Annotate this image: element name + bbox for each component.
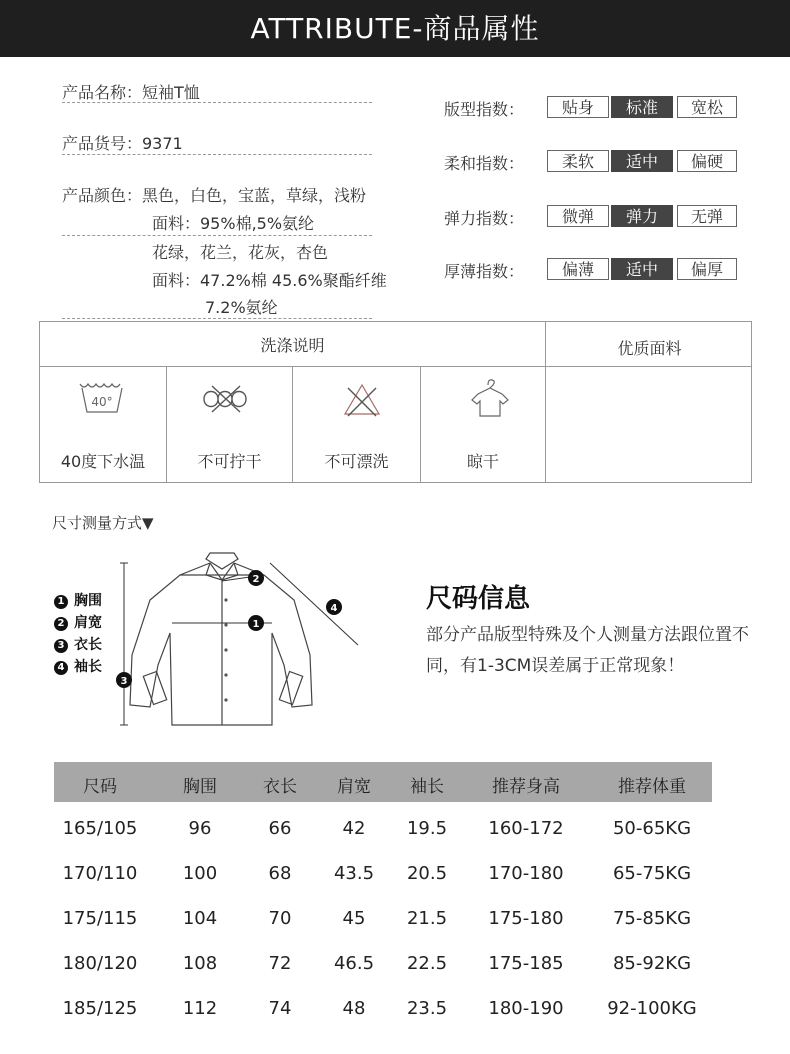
size-table-header-cell: 袖长 [410, 777, 444, 797]
marker-sleeve: 4 [330, 603, 338, 614]
size-table-cell: 175-185 [488, 953, 564, 974]
size-table-cell: 180-190 [488, 998, 564, 1019]
index-option: 偏硬 [677, 150, 737, 172]
size-table-cell: 70 [268, 908, 292, 929]
size-table-cell: 170-180 [488, 863, 564, 884]
product-name: 产品名称：短袖T恤 [62, 83, 200, 102]
page-header: ATTRIBUTE-商品属性 [0, 0, 790, 57]
index-option: 贴身 [547, 96, 609, 118]
divider [62, 318, 372, 319]
size-table-cell: 46.5 [333, 953, 375, 974]
index-option: 适中 [611, 258, 673, 280]
size-table-cell: 75-85KG [612, 908, 692, 929]
wash-temp-text: 40° [91, 395, 113, 409]
index-option: 偏厚 [677, 258, 737, 280]
wash-label-hang-dry: 晾干 [466, 452, 499, 471]
legend-shoulder: 2 肩宽 [54, 612, 102, 632]
size-info-desc: 部分产品版型特殊及个人测量方法跟位置不同，有1-3CM误差属于正常现象！ [426, 625, 749, 676]
size-table-header-cell: 衣长 [263, 777, 297, 797]
marker-chest: 1 [252, 619, 260, 630]
size-table-cell: 20.5 [406, 863, 448, 884]
size-table-header-cell: 肩宽 [337, 777, 371, 797]
index-option: 弹力 [611, 205, 673, 227]
marker-shoulder: 2 [252, 574, 260, 585]
measure-title: 尺寸测量方式▼ [52, 514, 154, 532]
legend-length: 3 衣长 [54, 634, 102, 654]
quality-fabric-title: 优质面料 [617, 339, 682, 358]
size-table-cell: 175-180 [488, 908, 564, 929]
no-bleach-icon [342, 382, 382, 418]
wash-label-no-wring: 不可拧干 [197, 452, 262, 471]
size-table-cell: 45 [342, 908, 366, 929]
size-table-cell: 68 [268, 863, 292, 884]
index-label: 柔和指数： [444, 154, 525, 173]
size-table-cell: 160-172 [488, 818, 564, 839]
size-table-cell: 85-92KG [612, 953, 692, 974]
divider [62, 102, 372, 103]
index-option: 柔软 [547, 150, 609, 172]
index-label: 弹力指数： [444, 209, 525, 228]
size-table-cell: 112 [182, 998, 218, 1019]
hang-dry-icon [468, 376, 512, 420]
index-option: 标准 [611, 96, 673, 118]
size-table-cell: 104 [182, 908, 218, 929]
size-table-header-cell: 推荐体重 [618, 777, 686, 797]
index-option: 偏薄 [547, 258, 609, 280]
wash-label-no-bleach: 不可漂洗 [324, 452, 389, 471]
size-table-cell: 42 [342, 818, 366, 839]
size-table-cell: 43.5 [333, 863, 375, 884]
size-table-cell: 175/115 [62, 908, 138, 929]
size-table-cell: 92-100KG [607, 998, 697, 1019]
size-table-cell: 48 [342, 998, 366, 1019]
shirt-measure-diagram [110, 545, 370, 735]
product-code: 产品货号：9371 [62, 134, 183, 153]
index-option: 宽松 [677, 96, 737, 118]
size-table-cell: 22.5 [406, 953, 448, 974]
size-table-cell: 72 [268, 953, 292, 974]
index-option: 无弹 [677, 205, 737, 227]
legend-sleeve: 4 袖长 [54, 656, 102, 676]
size-table-cell: 180/120 [62, 953, 138, 974]
size-table-cell: 19.5 [406, 818, 448, 839]
size-table-cell: 21.5 [406, 908, 448, 929]
index-label: 版型指数： [444, 100, 525, 119]
size-table-header-cell: 胸围 [183, 777, 217, 797]
size-table-cell: 66 [268, 818, 292, 839]
marker-length: 3 [120, 676, 128, 687]
wash-label-temp: 40度下水温 [60, 452, 146, 471]
fabric-2: 面料：47.2%棉 45.6%聚酯纤维 [152, 271, 387, 290]
size-table-cell: 96 [188, 818, 212, 839]
size-table-cell: 65-75KG [612, 863, 692, 884]
index-option: 微弹 [547, 205, 609, 227]
product-colors-2: 花绿，花兰，花灰，杏色 [152, 243, 329, 262]
fabric-3: 7.2%氨纶 [205, 298, 278, 317]
size-table-cell: 100 [182, 863, 218, 884]
size-table-header-cell: 尺码 [83, 777, 117, 797]
index-option: 适中 [611, 150, 673, 172]
size-table-cell: 74 [268, 998, 292, 1019]
product-colors-1: 产品颜色：黑色，白色，宝蓝，草绿，浅粉 [62, 186, 367, 205]
washing-title: 洗涤说明 [260, 336, 325, 355]
size-table-cell: 50-65KG [612, 818, 692, 839]
wash-40-icon [78, 380, 126, 416]
fabric-1: 面料：95%棉,5%氨纶 [152, 214, 315, 233]
size-table-cell: 23.5 [406, 998, 448, 1019]
size-table-cell: 170/110 [62, 863, 138, 884]
size-info-title: 尺码信息 [426, 584, 531, 614]
no-wring-icon [200, 384, 252, 414]
divider [62, 154, 372, 155]
divider [62, 235, 372, 236]
size-table-header-cell: 推荐身高 [492, 777, 560, 797]
index-label: 厚薄指数： [444, 262, 525, 281]
washing-table [39, 321, 752, 483]
size-table-cell: 185/125 [62, 998, 138, 1019]
size-table-cell: 165/105 [62, 818, 138, 839]
legend-chest: 1 胸围 [54, 590, 102, 610]
size-table-cell: 108 [182, 953, 218, 974]
